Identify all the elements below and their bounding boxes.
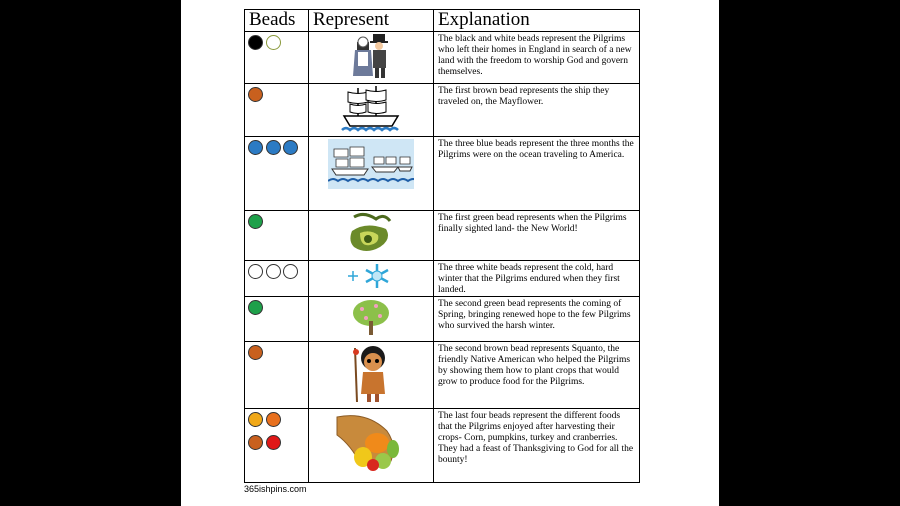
bead-red bbox=[266, 435, 281, 450]
land-sighting-icon bbox=[346, 211, 396, 259]
picture-cell bbox=[309, 342, 434, 409]
bead-green bbox=[248, 300, 263, 315]
table-header-row bbox=[245, 10, 640, 32]
table-row bbox=[245, 211, 640, 261]
picture-cell bbox=[309, 297, 434, 342]
explanation-text: The three blue beads represent the three months the Pilgrims were on the ocean traveling to America. bbox=[434, 137, 640, 211]
bead-orange bbox=[266, 412, 281, 427]
ships-at-sea-icon bbox=[328, 139, 414, 189]
bead-blue bbox=[283, 140, 298, 155]
snowflake-icon bbox=[345, 261, 397, 291]
table-row bbox=[245, 261, 640, 297]
mayflower-ship-icon bbox=[340, 84, 402, 136]
bead-white bbox=[283, 264, 298, 279]
bead-brown bbox=[248, 435, 263, 450]
header-beads: Beads bbox=[245, 10, 309, 32]
bead-cell bbox=[245, 32, 309, 84]
spring-tree-icon bbox=[346, 297, 396, 337]
picture-cell bbox=[309, 137, 434, 211]
explanation-text: The first green bead represents when the Pilgrims finally sighted land- the New World! bbox=[434, 211, 640, 261]
bead-green bbox=[248, 214, 263, 229]
table-row bbox=[245, 297, 640, 342]
bead-yellow bbox=[248, 412, 263, 427]
explanation-text: The second brown bead represents Squanto, the friendly Native American who helped the Pilgrims by showing them how to plant crops that would grow to produce food for the Pilgrims. bbox=[434, 342, 640, 409]
bead-cell bbox=[245, 211, 309, 261]
bead-cell bbox=[245, 297, 309, 342]
picture-cell bbox=[309, 261, 434, 297]
table-row bbox=[245, 32, 640, 84]
picture-cell bbox=[309, 84, 434, 137]
bead-cell bbox=[245, 261, 309, 297]
bead-cell bbox=[245, 84, 309, 137]
picture-cell bbox=[309, 409, 434, 483]
document-page bbox=[181, 0, 719, 506]
bead-cell bbox=[245, 342, 309, 409]
pilgrims-couple-icon bbox=[351, 32, 391, 82]
bead-white bbox=[248, 264, 263, 279]
bead-blue bbox=[248, 140, 263, 155]
table-row bbox=[245, 342, 640, 409]
picture-cell bbox=[309, 211, 434, 261]
table-row bbox=[245, 84, 640, 137]
bead-black bbox=[248, 35, 263, 50]
explanation-text: The first brown bead represents the ship they traveled on, the Mayflower. bbox=[434, 84, 640, 137]
bead-cell bbox=[245, 137, 309, 211]
bead-white bbox=[266, 35, 281, 50]
bead-brown bbox=[248, 345, 263, 360]
explanation-text: The black and white beads represent the Pilgrims who left their homes in England in search of a new land with the freedom to worship God and govern themselves. bbox=[434, 32, 640, 84]
bead-cell bbox=[245, 409, 309, 483]
table-row bbox=[245, 137, 640, 211]
explanation-text: The last four beads represent the different foods that the Pilgrims enjoyed after harvesting their crops- Corn, pumpkins, turkey and cranberries. They had a feast of Thanksgiving to God for all the bounty! bbox=[434, 409, 640, 483]
bead-blue bbox=[266, 140, 281, 155]
picture-cell bbox=[309, 32, 434, 84]
explanation-text: The three white beads represent the cold, hard winter that the Pilgrims endured when they first landed. bbox=[434, 261, 640, 297]
native-american-icon bbox=[349, 342, 393, 404]
bead-white bbox=[266, 264, 281, 279]
beads-table bbox=[244, 9, 640, 483]
table-row bbox=[245, 409, 640, 483]
header-explanation: Explanation bbox=[434, 10, 640, 32]
header-represent: Represent bbox=[309, 10, 434, 32]
bead-brown bbox=[248, 87, 263, 102]
cornucopia-icon bbox=[333, 409, 409, 477]
footer-credit: 365ishpins.com bbox=[244, 484, 307, 494]
explanation-text: The second green bead represents the coming of Spring, bringing renewed hope to the few Pilgrims who survived the harsh winter. bbox=[434, 297, 640, 342]
